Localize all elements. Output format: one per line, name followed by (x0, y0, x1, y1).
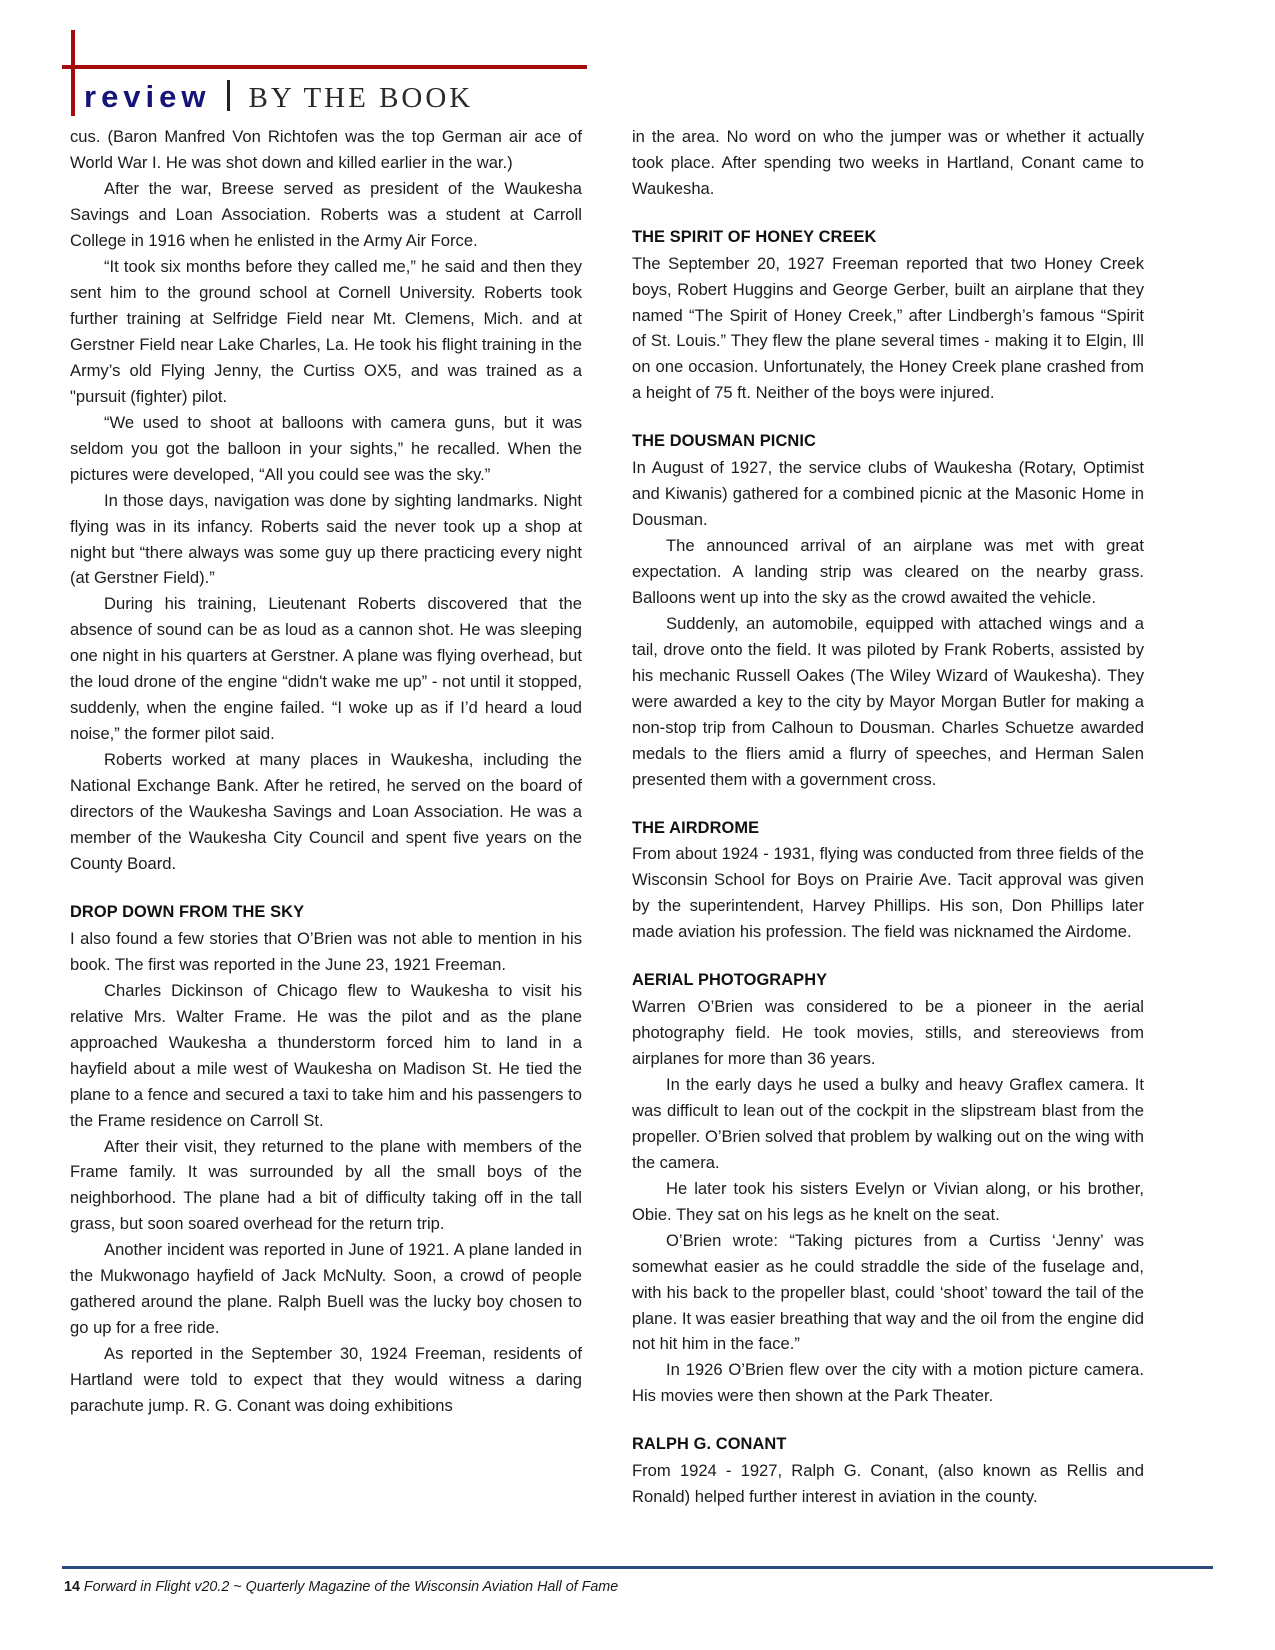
right-column (632, 124, 1144, 1510)
body-paragraph: I also found a few stories that O’Brien was not able to mention in his book. The first was reported in the June 23, 1921 Freeman. (70, 928, 582, 974)
body-paragraph: The September 20, 1927 Freeman reported that two Honey Creek boys, Robert Huggins and George Gerber, built an airplane that they named “The Spirit of Honey Creek,” after Lindbergh’s famous “Spirit of St. Louis.” They flew the plane several times - making it to Elgin, Ill on one occasion. Unfortunately, the Honey Creek plane crashed from a height of 75 ft. Neither of the boys were injured. (632, 253, 1144, 403)
footer-rule (62, 1566, 1213, 1569)
body-paragraph: cus. (Baron Manfred Von Richtofen was the top German air ace of World War I. He was shot down and killed earlier in the war.) (70, 127, 582, 172)
body-paragraph: As reported in the September 30, 1924 Freeman, residents of Hartland were told to expect that they would witness a daring parachute jump. R. G. Conant was doing exhibitions (70, 1344, 582, 1416)
masthead-vertical-rule (71, 30, 75, 116)
body-paragraph: Another incident was reported in June of 1921. A plane landed in the Mukwonago hayfield of Jack McNulty. Soon, a crowd of people gathered around the plane. Ralph Buell was the lucky boy chosen to go up for a free ride. (70, 1240, 582, 1338)
masthead-divider-bar (227, 80, 230, 111)
body-paragraph: In August of 1927, the service clubs of Waukesha (Rotary, Optimist and Kiwanis) gathered for a combined picnic at the Masonic Home in Dousman. (632, 458, 1144, 529)
masthead-primary-word: review (84, 79, 211, 114)
section-heading-the-dousman-picnic: THE DOUSMAN PICNIC (632, 432, 816, 451)
section-heading-the-spirit-of-honey-creek: THE SPIRIT OF HONEY CREEK (632, 227, 877, 246)
section-heading-aerial-photography: AERIAL PHOTOGRAPHY (632, 971, 828, 990)
body-paragraph: In those days, navigation was done by sighting landmarks. Night flying was in its infancy. Roberts said the never took up a shop at night but “there always was some guy up there practicing every night (at Gerstner Field).” (70, 490, 582, 588)
footer (64, 1579, 618, 1595)
footer-page-number: 14 (64, 1579, 80, 1595)
body-paragraph: “We used to shoot at balloons with camera guns, but it was seldom you got the balloon in your sights,” he recalled. When the pictures were developed, “All you could see was the sky.” (70, 412, 582, 484)
body-paragraph: In 1926 O’Brien flew over the city with a motion picture camera. His movies were then shown at the Park Theater. (632, 1360, 1144, 1406)
body-paragraph: in the area. No word on who the jumper was or whether it actually took place. After spending two weeks in Hartland, Conant came to Waukesha. (632, 127, 1144, 198)
body-paragraph: From about 1924 - 1931, flying was conducted from three fields of the Wisconsin School for Boys on Prairie Ave. Tacit approval was given by the superintendent, Harvey Phillips. His son, Don Phillips later made aviation his profession. The field was nicknamed the Airdome. (632, 844, 1144, 942)
body-paragraph: After their visit, they returned to the plane with members of the Frame family. It was surrounded by all the small boys of the neighborhood. The plane had a bit of difficulty taking off in the tall grass, but soon soared overhead for the return trip. (70, 1136, 582, 1234)
masthead-horizontal-rule (62, 65, 587, 69)
body-paragraph: Roberts worked at many places in Waukesha, including the National Exchange Bank. After he retired, he served on the board of directors of the Waukesha Savings and Loan Association. He was a member of the Waukesha City Council and spent five years on the County Board. (70, 750, 582, 874)
body-paragraph: Warren O’Brien was considered to be a pioneer in the aerial photography field. He took movies, stills, and stereoviews from airplanes for more than 36 years. (632, 996, 1144, 1068)
body-paragraph: After the war, Breese served as president of the Waukesha Savings and Loan Association. Roberts was a student at Carroll College in 1916 when he enlisted in the Army Air Force. (70, 178, 582, 250)
body-paragraph: From 1924 - 1927, Ralph G. Conant, (also known as Rellis and Ronald) helped further interest in aviation in the county. (632, 1461, 1144, 1507)
left-column (70, 124, 582, 1419)
body-paragraph: He later took his sisters Evelyn or Vivian along, or his brother, Obie. They sat on his legs as he knelt on the seat. (632, 1178, 1144, 1224)
masthead-title (84, 76, 473, 115)
body-paragraph: The announced arrival of an airplane was met with great expectation. A landing strip was cleared on the nearby grass. Balloons went up into the sky as the crowd awaited the vehicle. (632, 535, 1144, 607)
section-heading-drop-down-from-the-sky: DROP DOWN FROM THE SKY (70, 903, 305, 922)
masthead-secondary-word: BY THE BOOK (248, 82, 474, 114)
body-paragraph: During his training, Lieutenant Roberts discovered that the absence of sound can be as loud as a cannon shot. He was sleeping one night in his quarters at Gerstner. A plane was flying overhead, but the loud drone of the engine “didn't wake me up” - not until it stopped, suddenly, when the engine failed. “I woke up as if I’d heard a loud noise,” the former pilot said. (70, 594, 582, 744)
body-paragraph: Suddenly, an automobile, equipped with attached wings and a tail, drove onto the field. It was piloted by Frank Roberts, assisted by his mechanic Russell Oakes (The Wiley Wizard of Waukesha). They were awarded a key to the city by Mayor Morgan Butler for making a non-stop trip from Calhoun to Dousman. Charles Schuetze awarded medals to the fliers amid a flurry of speeches, and Herman Salen presented them with a government cross. (632, 613, 1144, 789)
body-paragraph: O’Brien wrote: “Taking pictures from a Curtiss ‘Jenny’ was somewhat easier as he could straddle the side of the fuselage and, with his back to the propeller blast, could ‘shoot’ toward the tail of the plane. It was easier breathing that way and the oil from the engine did not hit him in the face.” (632, 1230, 1144, 1354)
footer-credit: Forward in Flight v20.2 ~ Quarterly Magazine of the Wisconsin Aviation Hall of Fame (83, 1579, 619, 1595)
section-heading-ralph-g-conant: RALPH G. CONANT (632, 1435, 787, 1454)
body-paragraph: In the early days he used a bulky and heavy Graflex camera. It was difficult to lean out of the cockpit in the slipstream blast from the propeller. O’Brien solved that problem by walking out on the wing with the camera. (632, 1074, 1144, 1172)
section-heading-the-airdrome: THE AIRDROME (632, 818, 760, 837)
masthead (62, 30, 592, 116)
body-paragraph: “It took six months before they called me,” he said and then they sent him to the ground school at Cornell University. Roberts took further training at Selfridge Field near Mt. Clemens, Mich. and at Gerstner Field near Lake Charles, La. He took his flight training in the Army’s old Flying Jenny, the Curtiss OX5, and was trained as a "pursuit (fighter) pilot. (70, 256, 582, 406)
body-paragraph: Charles Dickinson of Chicago flew to Waukesha to visit his relative Mrs. Walter Frame. He was the pilot and as the plane approached Waukesha a thunderstorm forced him to land in a hayfield about a mile west of Waukesha on Madison St. He tied the plane to a fence and secured a taxi to take him and his passengers to the Frame residence on Carroll St. (70, 980, 582, 1130)
